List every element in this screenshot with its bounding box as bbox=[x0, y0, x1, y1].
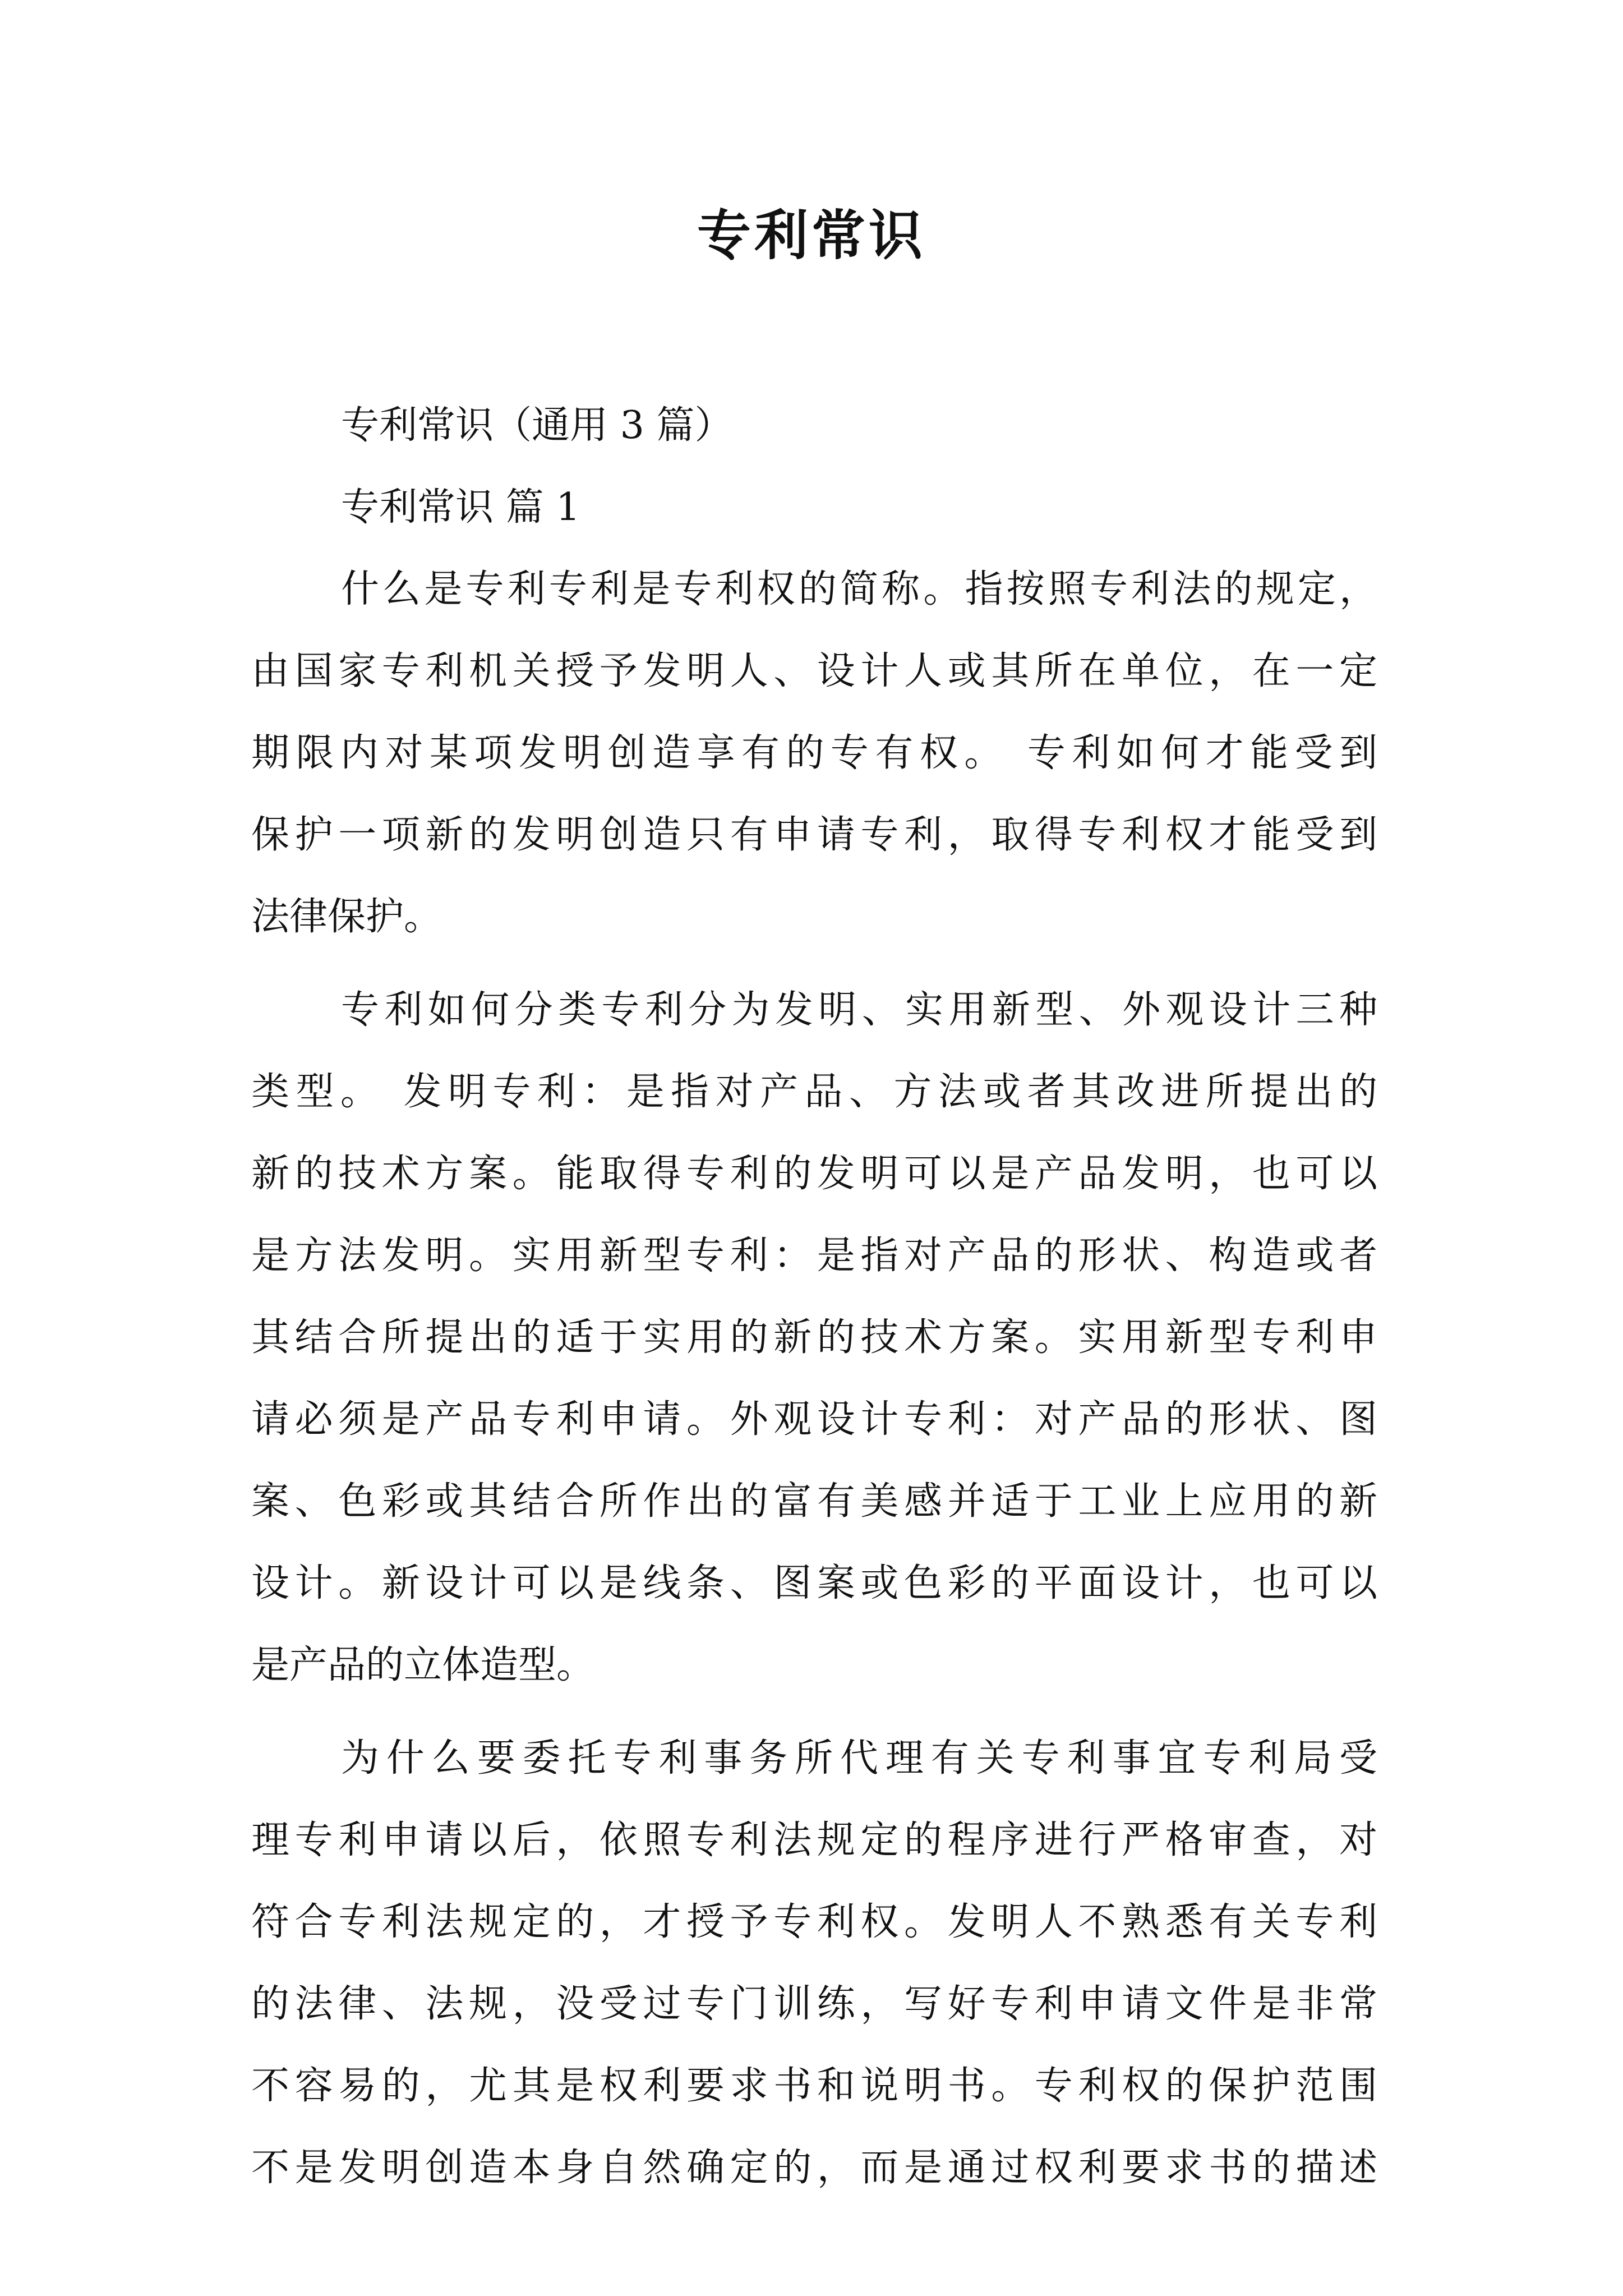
document-body bbox=[251, 385, 1377, 2209]
paragraph-line: 类型。 发明专利：是指对产品、方法或者其改进所提出的 bbox=[251, 1070, 1377, 1114]
paragraph-line: 的法律、法规，没受过专门训练，写好专利申请文件是非常 bbox=[251, 1982, 1377, 2026]
paragraph-line: 理专利申请以后，依照专利法规定的程序进行严格审查，对 bbox=[251, 1818, 1377, 1862]
section-heading: 专利常识 篇 1 bbox=[341, 485, 580, 530]
paragraph-line: 是方法发明。实用新型专利：是指对产品的形状、构造或者 bbox=[251, 1234, 1377, 1278]
paragraph-line: 设计。新设计可以是线条、图案或色彩的平面设计，也可以 bbox=[251, 1561, 1377, 1605]
paragraph-line: 什么是专利专利是专利权的简称。指按照专利法的规定， bbox=[341, 567, 1377, 611]
subtitle-line: 专利常识（通用 3 篇） bbox=[341, 403, 733, 448]
document-title: 专利常识 bbox=[697, 204, 926, 267]
paragraph-line: 法律保护。 bbox=[251, 895, 442, 939]
paragraph-line: 不是发明创造本身自然确定的，而是通过权利要求书的描述 bbox=[251, 2146, 1377, 2190]
paragraph-line: 由国家专利机关授予发明人、设计人或其所在单位，在一定 bbox=[251, 649, 1377, 693]
paragraph-line: 期限内对某项发明创造享有的专有权。 专利如何才能受到 bbox=[251, 731, 1377, 775]
paragraph-line: 请必须是产品专利申请。外观设计专利：对产品的形状、图 bbox=[251, 1397, 1377, 1442]
paragraph-line: 其结合所提出的适于实用的新的技术方案。实用新型专利申 bbox=[251, 1315, 1377, 1360]
paragraph-line: 符合专利法规定的，才授予专利权。发明人不熟悉有关专利 bbox=[251, 1900, 1377, 1944]
paragraph-line: 案、色彩或其结合所作出的富有美感并适于工业上应用的新 bbox=[251, 1479, 1377, 1524]
paragraph-line: 新的技术方案。能取得专利的发明可以是产品发明，也可以 bbox=[251, 1152, 1377, 1196]
paragraph-line: 是产品的立体造型。 bbox=[251, 1643, 595, 1687]
paragraph-line: 专利如何分类专利分为发明、实用新型、外观设计三种 bbox=[341, 988, 1377, 1032]
paragraph-line: 保护一项新的发明创造只有申请专利，取得专利权才能受到 bbox=[251, 813, 1377, 857]
paragraph-line: 为什么要委托专利事务所代理有关专利事宜专利局受 bbox=[341, 1736, 1377, 1780]
paragraph-line: 不容易的，尤其是权利要求书和说明书。专利权的保护范围 bbox=[251, 2064, 1377, 2108]
